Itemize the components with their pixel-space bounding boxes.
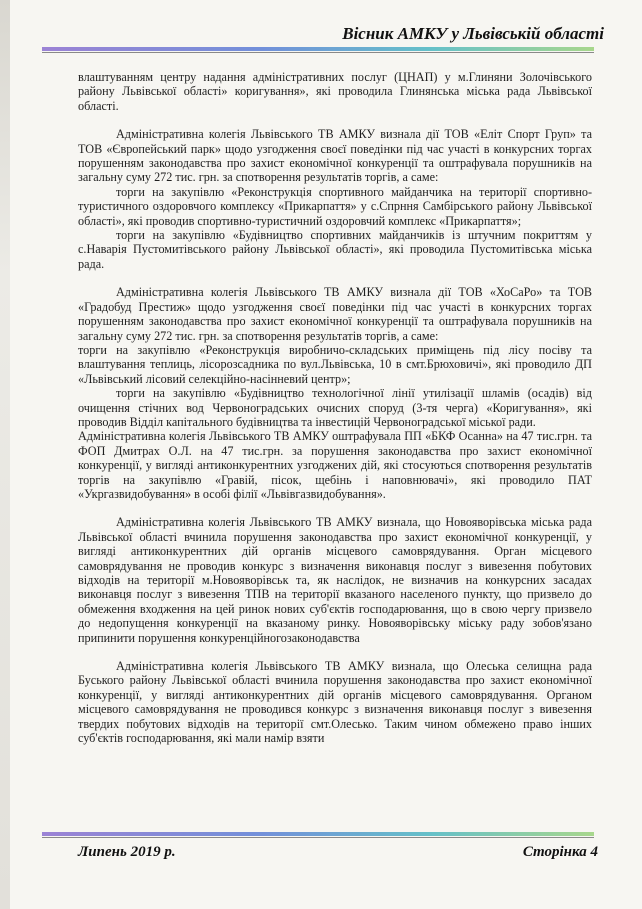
newsletter-title: Вісник АМКУ у Львівській області (342, 24, 604, 43)
paragraph-gap (78, 113, 592, 127)
paragraph-gap (78, 645, 592, 659)
paragraph: торги на закупівлю «Реконструкція виробничо-складських приміщень під лісу посіву та влаштування теплиць, лісорозсадника по вул.Львівська, 10 в смт.Брюховичі», які проводило ДП «Львівський лісовий селекційно-насінневий центр»; (78, 342, 592, 386)
header-rule (42, 47, 594, 51)
footer-rule (42, 832, 594, 836)
paragraph: торги на закупівлю «Будівництво спортивних майданчиків із штучним покриттям у с.Наварія Пустомитівського району Львівської області», які проводила Пустомитівська міська рада. (78, 228, 592, 271)
paragraph: влаштуванням центру надання адміністративних послуг (ЦНАП) у м.Глиняни Золочівського району Львівської області» коригування», які проводила Глинянська міська рада Львівської області. (78, 70, 592, 113)
paragraph: Адміністративна колегія Львівського ТВ АМКУ визнала дії ТОВ «ХоСаРо» та ТОВ «Градобуд Престиж» щодо узгодження своєї поведінки під час участі в конкурсних торгах порушенням законодавства про захист економічної конкуренції та оштрафувала порушників на загальну суму 272 тис. грн. за спотворення результатів торгів, а саме: (78, 285, 592, 343)
scan-edge (0, 0, 10, 909)
paragraph: торги на закупівлю «Реконструкція спортивного майданчика на території спортивно-туристичного оздоровчого комплексу «Прикарпаття» у с.Спрння Самбірського району Львівської області», які проводив спортивно-туристичний оздоровчий комплекс «Прикарпаття»; (78, 184, 592, 228)
paragraph-gap (78, 501, 592, 515)
paragraph: Адміністративна колегія Львівського ТВ АМКУ оштрафувала ПП «БКФ Осанна» на 47 тис.грн. та ФОП Дмитрах О.Л. на 47 тис.грн. за порушення законодавства про захист економічної конкуренції, у вигляді антиконкурентних узгоджених дій, які стосуються спотворення результатів торгів на закупівлю «Гравій, пісок, щебінь і наповнювачі», які проводило ПАТ «Укргазвидобування» в особі філії «Львівгазвидобування». (78, 429, 592, 501)
paragraph: Адміністративна колегія Львівського ТВ АМКУ визнала, що Олеська селищна рада Буського району Львівської області вчинила порушення законодавства про захист економічної конкуренції, у вигляді антиконкурентних дій органів місцевого самоврядування. Органом місцевого самоврядування не проводився конкурс з визначення виконавця послуг з вивезення твердих побутових відходів на території смт.Олесько. Таким чином обмежено право інших суб'єктів господарювання, які мали намір взяти (78, 659, 592, 746)
paragraph-gap (78, 271, 592, 285)
paragraph: торги на закупівлю «Будівництво технологічної лінії утилізації шламів (осадів) від очищення стічних вод Червоноградських очисних споруд (3-тя черга) «Коригування», які проводив Відділ капітального будівництва та інвестицій Червоноградської міської ради. (78, 386, 592, 429)
page-number: Сторінка 4 (522, 844, 598, 860)
issue-date: Липень 2019 р. (78, 844, 176, 860)
paragraph: Адміністративна колегія Львівського ТВ АМКУ визнала дії ТОВ «Еліт Спорт Груп» та ТОВ «Європейський парк» щодо узгодження своєї поведінки під час участі в конкурсних торгах порушенням законодавства про захист економічної конкуренції та оштрафувала порушників на загальну суму 272 тис. грн. за спотворення результатів торгів, а саме: (78, 127, 592, 185)
paragraph: Адміністративна колегія Львівського ТВ АМКУ визнала, що Новояворівська міська рада Львівської області вчинила порушення законодавства про захист економічної конкуренції, у вигляді антиконкурентних дій органів місцевого самоврядування. Орган місцевого самоврядування не проводив конкурс з визначення виконавця послуг з вивезення побутових відходів на території м.Новояворівськ та, як наслідок, не визначив на конкурсних засадах виконавця послуг з вивезення ТПВ на території вказаного населеного пункту, що призвело до обмеження входження на цей ринок нових суб'єктів господарювання, що в свою чергу призвело до недопущення конкуренції на вказаному ринку. Новояворівську міську раду зобов'язано припинити порушення конкуренційногозаконодавства (78, 515, 592, 645)
article-body (78, 70, 592, 745)
